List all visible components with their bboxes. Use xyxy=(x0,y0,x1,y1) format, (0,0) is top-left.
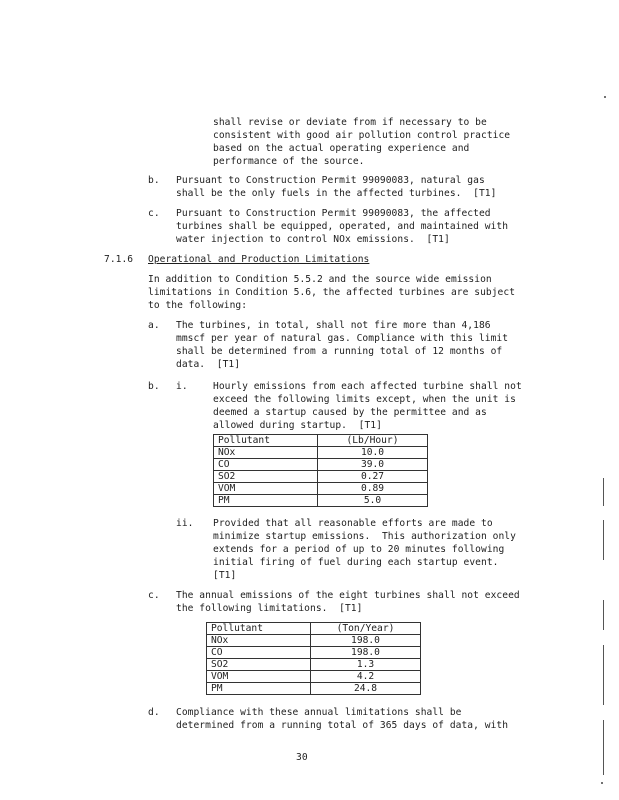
table-header: Pollutant xyxy=(207,623,311,635)
section-intro-line: to the following: xyxy=(148,300,248,311)
pollutant-cell: SO2 xyxy=(214,471,318,483)
table-row xyxy=(207,683,421,695)
table-row xyxy=(207,647,421,659)
scan-edge-mark xyxy=(603,478,604,506)
item-a-label: a. xyxy=(148,320,160,331)
pollutant-cell: SO2 xyxy=(207,659,311,671)
page-number: 30 xyxy=(296,752,308,763)
scan-edge-mark xyxy=(603,520,604,560)
value-cell: 10.0 xyxy=(318,447,428,459)
item-d-line: determined from a running total of 365 days of data, with xyxy=(176,720,509,731)
pollutant-cell: CO xyxy=(214,459,318,471)
item-a-line: The turbines, in total, shall not fire more than 4,186 xyxy=(176,320,491,331)
section-intro-line: limitations in Condition 5.6, the affected turbines are subject xyxy=(148,287,516,298)
item-c2-line: the following limitations. [T1] xyxy=(176,603,363,614)
value-cell: 4.2 xyxy=(311,671,421,683)
intro-line: shall revise or deviate from if necessary to be xyxy=(213,117,487,128)
table-header-row xyxy=(207,623,421,635)
item-b2-sub-ii-line: Provided that all reasonable efforts are made to xyxy=(213,518,493,529)
pollutant-cell: VOM xyxy=(214,483,318,495)
item-b2-sub-i-line: exceed the following limits except, when the unit is xyxy=(213,394,516,405)
table-row xyxy=(214,447,428,459)
item-b2-sub-i-line: deemed a startup caused by the permittee and as xyxy=(213,407,487,418)
scan-edge-mark xyxy=(603,645,604,705)
table-header-row xyxy=(214,435,428,447)
table-header: (Ton/Year) xyxy=(311,623,421,635)
scan-edge-mark xyxy=(603,720,604,775)
intro-line: based on the actual operating experience and xyxy=(213,143,470,154)
scan-speck xyxy=(604,96,606,98)
value-cell: 198.0 xyxy=(311,647,421,659)
item-b2-sub-ii-line: [T1] xyxy=(213,570,237,581)
hourly-emissions-table xyxy=(213,434,428,507)
item-b2-sub-ii-line: extends for a period of up to 20 minutes following xyxy=(213,544,505,555)
value-cell: 5.0 xyxy=(318,495,428,507)
item-a-line: mmscf per year of natural gas. Compliance with this limit xyxy=(176,333,509,344)
scan-edge-mark xyxy=(603,600,604,630)
table-row xyxy=(214,471,428,483)
value-cell: 0.27 xyxy=(318,471,428,483)
pollutant-cell: PM xyxy=(214,495,318,507)
section-number: 7.1.6 xyxy=(104,254,134,265)
table-row xyxy=(214,483,428,495)
scan-speck xyxy=(601,782,603,784)
value-cell: 39.0 xyxy=(318,459,428,471)
pollutant-cell: NOx xyxy=(207,635,311,647)
item-b2-sub-i-line: allowed during startup. [T1] xyxy=(213,420,382,431)
item-b2-sub-ii-line: minimize startup emissions. This authorization only xyxy=(213,531,516,542)
table-row xyxy=(207,635,421,647)
item-a-line: shall be determined from a running total of 12 months of xyxy=(176,346,503,357)
table-row xyxy=(207,671,421,683)
value-cell: 198.0 xyxy=(311,635,421,647)
table-row xyxy=(207,659,421,671)
item-c2-line: The annual emissions of the eight turbines shall not exceed xyxy=(176,590,520,601)
item-b2-sub-i-label: i. xyxy=(176,381,188,392)
item-c2-label: c. xyxy=(148,590,160,601)
value-cell: 24.8 xyxy=(311,683,421,695)
item-c-line: water injection to control NOx emissions. [T1] xyxy=(176,234,450,245)
value-cell: 0.89 xyxy=(318,483,428,495)
section-title: Operational and Production Limitations xyxy=(148,254,370,265)
table-row xyxy=(214,459,428,471)
intro-line: performance of the source. xyxy=(213,156,365,167)
item-b2-sub-ii-label: ii. xyxy=(176,518,194,529)
item-b-label: b. xyxy=(148,175,160,186)
item-c-line: turbines shall be equipped, operated, and maintained with xyxy=(176,221,509,232)
item-b-line: shall be the only fuels in the affected turbines. [T1] xyxy=(176,188,497,199)
item-b2-sub-i-line: Hourly emissions from each affected turbine shall not xyxy=(213,381,522,392)
annual-emissions-table xyxy=(206,622,421,695)
item-d-line: Compliance with these annual limitations shall be xyxy=(176,707,462,718)
pollutant-cell: PM xyxy=(207,683,311,695)
item-b2-sub-ii-line: initial firing of fuel during each startup event. xyxy=(213,557,499,568)
intro-line: consistent with good air pollution control practice xyxy=(213,130,511,141)
item-d-label: d. xyxy=(148,707,160,718)
pollutant-cell: NOx xyxy=(214,447,318,459)
pollutant-cell: CO xyxy=(207,647,311,659)
item-a-line: data. [T1] xyxy=(176,359,241,370)
table-row xyxy=(214,495,428,507)
item-c-line: Pursuant to Construction Permit 99090083, the affected xyxy=(176,208,491,219)
section-intro-line: In addition to Condition 5.5.2 and the source wide emission xyxy=(148,274,492,285)
item-c-label: c. xyxy=(148,208,160,219)
item-b2-label: b. xyxy=(148,381,160,392)
pollutant-cell: VOM xyxy=(207,671,311,683)
value-cell: 1.3 xyxy=(311,659,421,671)
table-header: Pollutant xyxy=(214,435,318,447)
table-header: (Lb/Hour) xyxy=(318,435,428,447)
item-b-line: Pursuant to Construction Permit 99090083, natural gas xyxy=(176,175,485,186)
